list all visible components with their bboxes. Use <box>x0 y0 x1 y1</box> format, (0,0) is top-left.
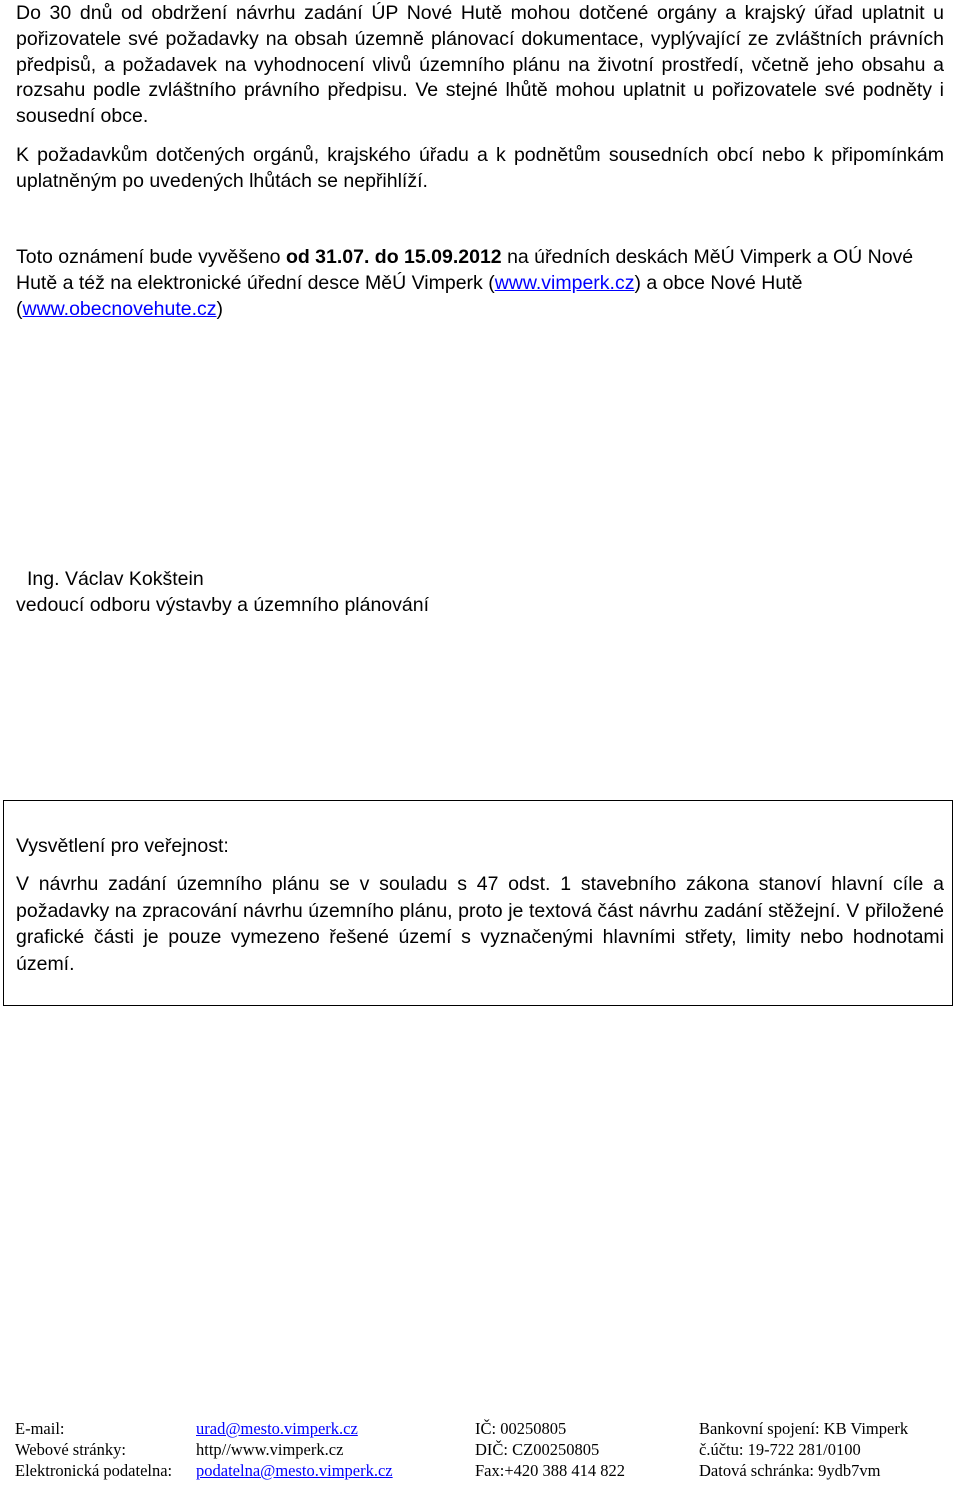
footer-row-3 <box>15 1460 945 1481</box>
web-address: http//www.vimperk.cz <box>196 1440 344 1459</box>
paragraph-deadline: Do 30 dnů od obdržení návrhu zadání ÚP Nové Hutě mohou dotčené orgány a krajský úřad uplatnit u pořizovatele své požadavky na obsah územně plánovací dokumentace, vyplývající ze zvláštních právních předpisů, a požadavek na vyhodnocení vlivů územního plánu na životní prostředí, včetně jeho obsahu a rozsahu podle zvláštního právního předpisu. Ve stejné lhůtě mohou uplatnit u pořizovatele své podněty i sousední obce. <box>16 2 944 128</box>
dic-number: DIČ: CZ00250805 <box>475 1440 600 1459</box>
footer-row-1 <box>15 1418 945 1439</box>
ic-number: IČ: 00250805 <box>475 1419 567 1438</box>
email-label: E-mail: <box>15 1419 65 1438</box>
epodatelna-label: Elektronická podatelna: <box>15 1461 173 1480</box>
novehute-website-link[interactable]: www.obecnovehute.cz <box>22 297 217 320</box>
explanation-text: V návrhu zadání územního plánu se v souladu s 47 odst. 1 stavebního zákona stanoví hlavní cíle a požadavky na zpracování návrhu územního plánu, proto je textová část návrhu zadání stěžejní. V přiložené grafické části je pouze vymezeno řešené území s vyznačenými hlavními střety, limity nebo hodnotami území. <box>16 873 944 975</box>
account-number: č.účtu: 19-722 281/0100 <box>699 1440 861 1459</box>
bank-info: Bankovní spojení: KB Vimperk <box>699 1419 909 1438</box>
epodatelna-link[interactable]: podatelna@mesto.vimperk.cz <box>196 1461 393 1480</box>
posting-text-4: ) <box>216 297 224 320</box>
explanation-title: Vysvětlení pro veřejnost: <box>16 835 229 857</box>
posting-text-3: ) a obce Nové Hutě ( <box>16 271 803 320</box>
email-link[interactable]: urad@mesto.vimperk.cz <box>196 1419 358 1438</box>
paragraph-posting-notice <box>16 245 944 322</box>
paragraph-late-comments: K požadavkům dotčených orgánů, krajského úřadu a k podnětům sousedních obcí nebo k připomínkám uplatněným po uvedených lhůtách se nepřihlíží. <box>16 144 944 192</box>
data-box-id: Datová schránka: 9ydb7vm <box>699 1461 881 1480</box>
signature-name: Ing. Václav Kokštein <box>27 568 204 590</box>
signature-title: vedoucí odboru výstavby a územního plánování <box>16 594 430 616</box>
footer-row-2 <box>15 1439 945 1460</box>
fax-number: Fax:+420 388 414 822 <box>475 1461 626 1480</box>
vimperk-website-link[interactable]: www.vimperk.cz <box>494 271 635 294</box>
posting-text-2: na úředních deskách MěÚ Vimperk a OÚ Nové Hutě a též na elektronické úřední desce MěÚ Vimperk ( <box>16 246 914 294</box>
posting-dates: od 31.07. do 15.09.2012 <box>285 246 502 268</box>
public-explanation-box <box>3 800 953 1006</box>
posting-text-1: Toto oznámení bude vyvěšeno <box>16 246 286 268</box>
web-label: Webové stránky: <box>15 1440 126 1459</box>
footer-contacts <box>15 1418 945 1481</box>
